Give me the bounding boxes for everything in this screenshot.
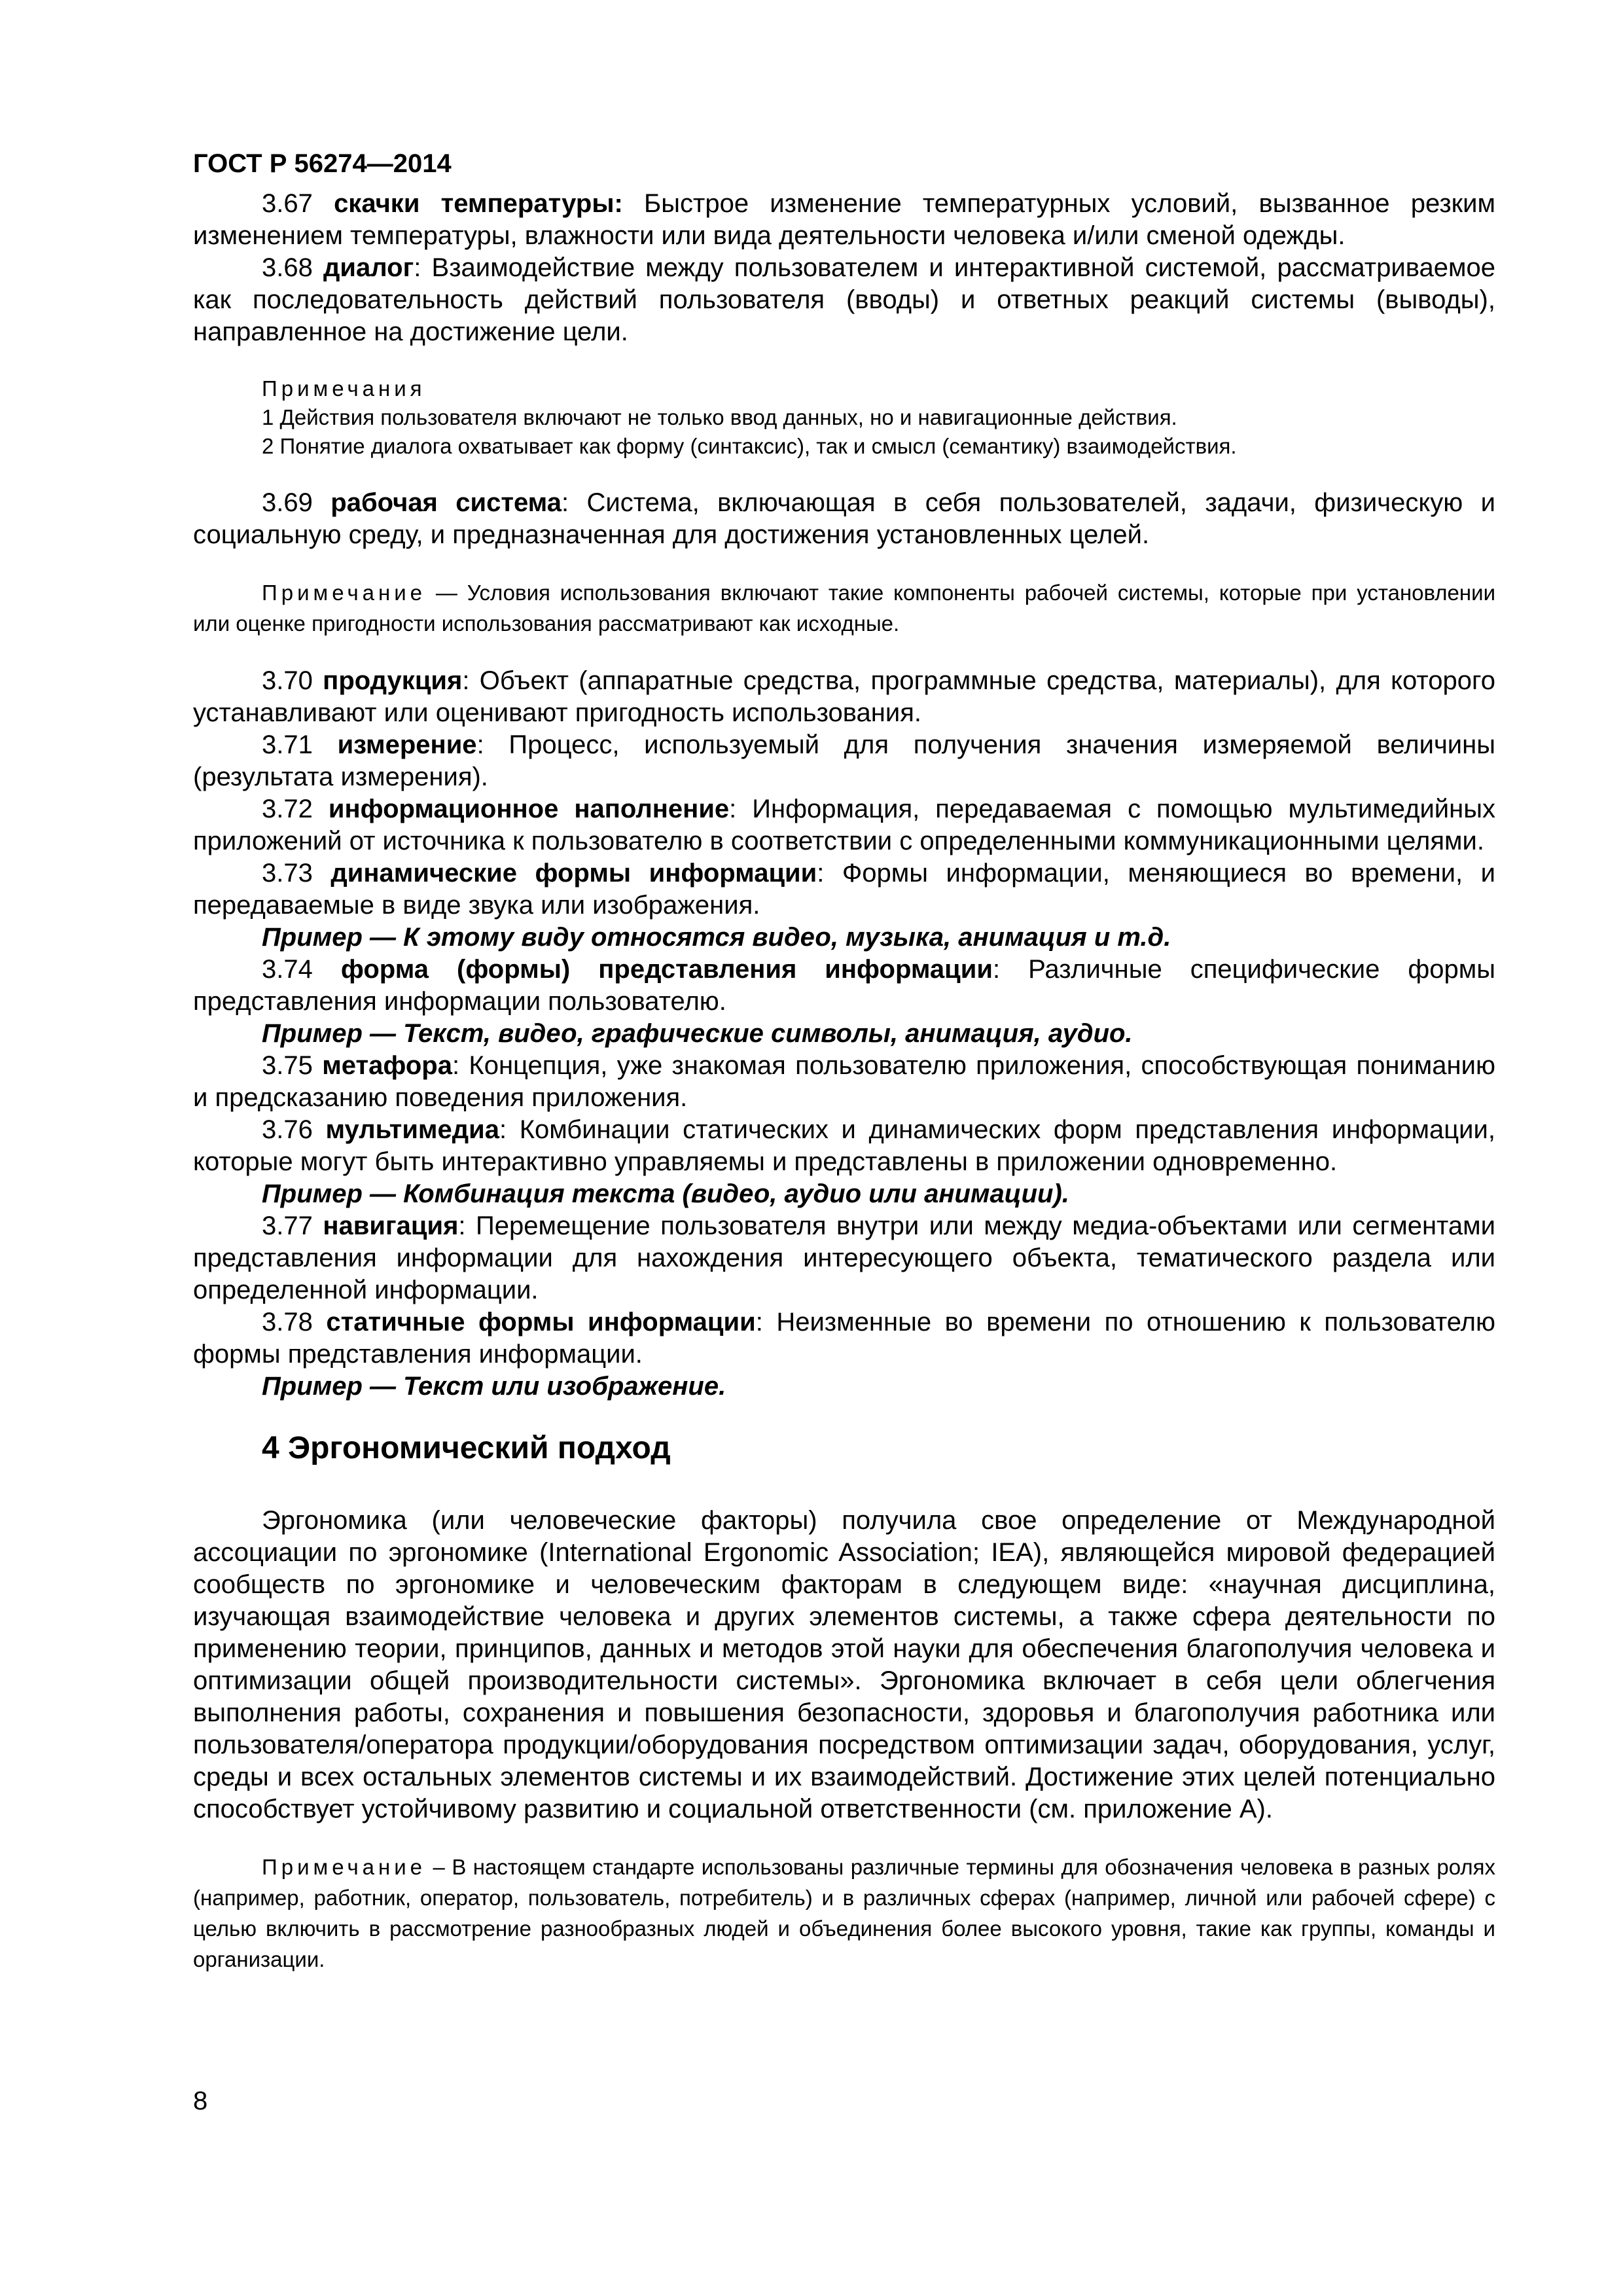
term-3-76 [193,1114,1495,1178]
term-definition: : Информация, передаваемая с помощью мультимедийных приложений от источника к пользователю в соответствии с определенными коммуникационными целями. [193,795,1495,855]
note-text: — Условия использования включают такие компоненты рабочей системы, которые при установлении или оценке пригодности использования рассматривают как исходные. [193,581,1495,636]
term-definition: : Неизменные во времени по отношению к пользователю формы представления информации. [193,1308,1495,1369]
term-number: 3.77 [262,1211,313,1240]
term-3-71 [193,729,1495,793]
term-name: измерение [337,730,477,759]
term-3-78 [193,1306,1495,1371]
example-3-74: Пример — Текст, видео, графические символы, анимация, аудио. [262,1019,1133,1048]
term-3-77 [193,1210,1495,1306]
term-3-75 [193,1050,1495,1114]
term-number: 3.72 [262,795,313,823]
note-text: – В настоящем стандарте использованы различные термины для обозначения человека в разных ролях (например, работник, оператор, пользователь, потребитель) и в различных сферах (например, личной или рабочей сфере) с целью включить в рассмотрение разнообразных людей и объединения более высокого уровня, такие как группы, команды и организации. [193,1855,1495,1971]
term-name: статичные формы информации [326,1308,756,1336]
term-definition: : Комбинации статических и динамических форм представления информации, которые могут быть интерактивно управляемы и представлены в приложении одновременно. [193,1115,1495,1176]
example-3-73: Пример — К этому виду относятся видео, музыка, анимация и т.д. [262,923,1171,952]
term-name: динамические формы информации [330,859,817,888]
note-label: Примечание [262,581,427,605]
term-name: мультимедиа [325,1115,499,1144]
term-definition: : Взаимодействие между пользователем и интерактивной системой, рассматриваемое как последовательность действий пользователя (вводы) и ответных реакций системы (выводы), направленное на достижение цели. [193,253,1495,346]
term-3-73 [193,857,1495,922]
term-number: 3.68 [262,253,313,282]
note-3-69 [193,577,1495,639]
term-name: метафора [322,1051,452,1080]
term-definition: : Различные специфические формы представления информации пользователю. [193,955,1495,1016]
note-item: 1 Действия пользователя включают не только ввод данных, но и навигационные действия. [262,405,1177,429]
term-name: скачки температуры: [334,189,623,218]
term-number: 3.69 [262,488,313,517]
example-3-76: Пример — Комбинация текста (видео, аудио или анимации). [262,1179,1069,1208]
term-number: 3.73 [262,859,313,888]
term-number: 3.76 [262,1115,313,1144]
term-3-68 [193,252,1495,348]
term-definition: : Формы информации, меняющиеся во времени, и передаваемые в виде звука или изображения. [193,859,1495,920]
note-item: 2 Понятие диалога охватывает как форму (синтаксис), так и смысл (семантику) взаимодействия. [262,434,1237,458]
term-name: рабочая система [330,488,562,517]
page-number: 8 [193,2087,208,2115]
term-number: 3.67 [262,189,313,218]
section-paragraph: Эргономика (или человеческие факторы) получила свое определение от Международной ассоциации по эргономике (International Ergonomic Association; IEA), являющейся мировой федерацией сообществ по эргономике и человеческим факторам в следующем виде: «научная дисциплина, изучающая взаимодействие человека и других элементов системы, а также сфера деятельности по применению теории, принципов, данных и методов этой науки для обеспечения благополучия человека и оптимизации общей производительности системы». Эргономика включает в себя цели облегчения выполнения работы, сохранения и повышения безопасности, здоровья и благополучия работника или пользователя/оператора продукции/оборудования посредством оптимизации задач, оборудования, услуг, среды и всех остальных элементов системы и их взаимодействий. Достижение этих целей потенциально способствует устойчивому развитию и социальной ответственности (см. приложение А). [193,1506,1495,1823]
term-number: 3.70 [262,666,313,695]
term-number: 3.75 [262,1051,313,1080]
term-3-72 [193,793,1495,857]
term-name: информационное наполнение [328,795,730,823]
term-name: навигация [323,1211,459,1240]
notes-3-68 [193,374,1495,461]
term-definition: : Система, включающая в себя пользователей, задачи, физическую и социальную среду, и предназначенная для достижения установленных целей. [193,488,1496,549]
term-number: 3.78 [262,1308,313,1336]
section-heading: 4 Эргономический подход [262,1431,671,1465]
term-name: форма (формы) представления информации [340,955,993,984]
term-3-67 [193,188,1495,252]
term-name: продукция [323,666,463,695]
document-page [193,147,1495,1975]
term-number: 3.71 [262,730,313,759]
term-3-74 [193,954,1495,1018]
document-header: ГОСТ Р 56274—2014 [193,149,452,178]
notes-title: Примечания [262,376,426,401]
section-note [193,1852,1495,1975]
term-definition: : Процесс, используемый для получения значения измеряемой величины (результата измерения). [193,730,1495,791]
term-3-70 [193,665,1495,729]
term-number: 3.74 [262,955,313,984]
example-3-78: Пример — Текст или изображение. [262,1372,726,1401]
note-label: Примечание [262,1855,427,1879]
term-3-69 [193,487,1495,551]
term-definition: Быстрое изменение температурных условий, вызванное резким изменением температуры, влажности или вида деятельности человека и/или сменой одежды. [193,189,1495,250]
term-definition: : Концепция, уже знакомая пользователю приложения, способствующая пониманию и предсказанию поведения приложения. [193,1051,1495,1112]
term-name: диалог [323,253,414,282]
term-definition: : Перемещение пользователя внутри или между медиа-объектами или сегментами представления информации для нахождения интересующего объекта, тематического раздела или определенной информации. [193,1211,1496,1304]
term-definition: : Объект (аппаратные средства, программные средства, материалы), для которого устанавливают или оценивают пригодность использования. [193,666,1495,727]
